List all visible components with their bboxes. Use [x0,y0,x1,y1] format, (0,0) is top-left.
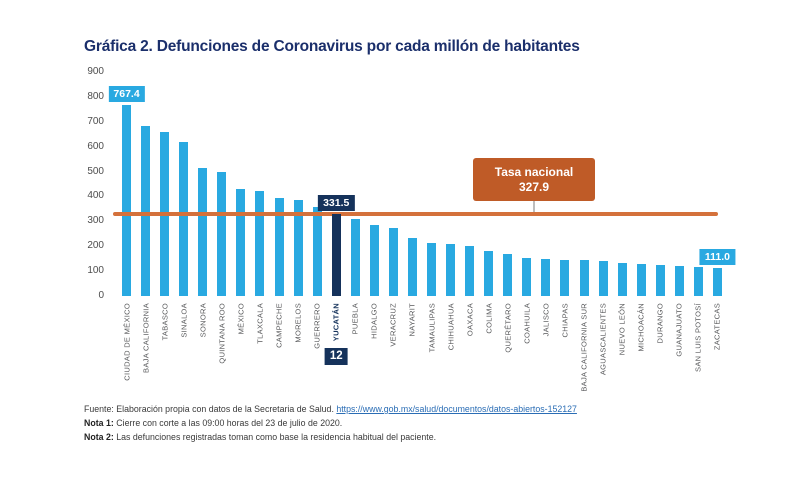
x-label-cell-guanajuato [670,303,689,411]
x-axis-label-chihuahua: CHIHUAHUA [446,303,456,351]
x-axis-label-san-luis-potosí: SAN LUIS POTOSÍ [693,303,703,372]
x-axis-label-colima: COLIMA [484,303,494,334]
national-rate-callout [473,158,595,201]
x-axis-label-zacatecas: ZACATECAS [712,303,722,351]
y-axis-tick: 300 [87,215,104,227]
x-label-cell-ciudad-de-méxico [117,303,136,411]
x-label-cell-jalisco [536,303,555,411]
x-label-cell-baja-california-sur [575,303,594,411]
bar-hidalgo [370,225,379,296]
x-axis-label-aguascalientes: AGUASCALIENTES [598,303,608,376]
bar-column-tabasco [155,72,174,296]
bar-column-aguascalientes [594,72,613,296]
x-label-cell-hidalgo [365,303,384,411]
x-label-cell-méxico [231,303,250,411]
x-label-cell-baja-california [136,303,155,411]
bar-jalisco [541,259,550,296]
source-line [84,402,744,416]
x-axis-label-quintana-roo: QUINTANA ROO [217,303,227,364]
chart-title: Gráfica 2. Defunciones de Coronavirus por cada millón de habitantes [84,38,580,55]
x-axis-label-nuevo-león: NUEVO LEÓN [617,303,627,356]
bar-column-durango [651,72,670,296]
x-label-cell-chihuahua [441,303,460,411]
plot-columns [113,72,731,296]
bar-quintana-roo [217,172,226,296]
bar-ciudad-de-méxico [122,105,131,296]
x-axis-label-nayarit: NAYARIT [407,303,417,337]
bar-nuevo-león [618,263,627,296]
bar-querétaro [503,254,512,296]
bar-yucatán [332,214,341,297]
x-label-cell-nuevo-león [613,303,632,411]
x-axis-labels [117,303,727,411]
x-axis-label-chiapas: CHIAPAS [560,303,570,338]
bar-aguascalientes [599,261,608,296]
x-axis-label-méxico: MÉXICO [236,303,246,335]
bar-column-chihuahua [441,72,460,296]
x-axis-label-baja-california-sur: BAJA CALIFORNIA SUR [579,303,589,392]
bar-column-yucatán [323,72,350,296]
note-1 [84,416,744,430]
x-label-cell-durango [651,303,670,411]
national-rate-value: 327.9 [518,179,550,194]
x-axis-label-durango: DURANGO [655,303,665,344]
x-label-cell-sonora [193,303,212,411]
y-axis [0,0,104,320]
bar-sonora [198,168,207,296]
bar-column-nayarit [403,72,422,296]
x-axis-label-ciudad-de-méxico: CIUDAD DE MÉXICO [122,303,132,381]
x-label-cell-michoacán [632,303,651,411]
y-axis-tick: 500 [87,165,104,177]
x-label-cell-puebla [346,303,365,411]
bar-coahuila [522,258,531,296]
bar-column-guanajuato [670,72,689,296]
value-badge-ciudad-de-méxico: 767.4 [108,86,144,102]
source-link[interactable]: https://www.gob.mx/salud/documentos/datos-abiertos-152127 [336,404,577,414]
bar-baja-california [141,126,150,297]
y-axis-tick: 400 [87,190,104,202]
bar-column-sinaloa [174,72,193,296]
x-label-cell-colima [479,303,498,411]
x-axis-label-querétaro: QUERÉTARO [503,303,513,353]
note-2-label: Nota 2: [84,432,114,442]
x-axis-label-hidalgo: HIDALGO [369,303,379,339]
x-axis-label-sinaloa: SINALOA [179,303,189,338]
bar-column-méxico [231,72,250,296]
bar-tamaulipas [427,243,436,296]
value-badge-yucatán: 331.5 [318,195,354,211]
bar-column-ciudad-de-méxico [113,72,140,296]
value-badge-zacatecas: 111.0 [700,249,735,265]
x-label-cell-morelos [289,303,308,411]
bar-sinaloa [179,142,188,296]
y-axis-tick: 100 [87,265,104,277]
bar-puebla [351,219,360,296]
x-label-cell-campeche [270,303,289,411]
x-label-cell-zacatecas [708,303,727,411]
x-axis-label-coahuila: COAHUILA [522,303,532,344]
note-1-label: Nota 1: [84,418,114,428]
x-axis-label-tabasco: TABASCO [160,303,170,341]
y-axis-tick: 0 [98,290,104,301]
national-rate-label: Tasa nacional [494,164,574,179]
x-label-cell-oaxaca [460,303,479,411]
x-label-cell-tabasco [155,303,174,411]
note-2-text: Las defunciones registradas toman como base la residencia habitual del paciente. [113,432,437,442]
x-label-cell-veracruz [384,303,403,411]
x-axis-label-veracruz: VERACRUZ [388,303,398,347]
y-axis-tick: 800 [87,90,104,102]
footer [84,402,744,444]
rank-badge: 12 [325,348,348,365]
note-1-text: Cierre con corte a las 09:00 horas del 23 de julio de 2020. [113,418,343,428]
bar-zacatecas [713,268,722,296]
x-label-cell-san-luis-potosí [689,303,708,411]
bar-guerrero [313,207,322,296]
x-axis-label-puebla: PUEBLA [350,303,360,335]
y-axis-tick: 900 [87,66,104,77]
x-axis-label-sonora: SONORA [198,303,208,338]
bar-column-campeche [270,72,289,296]
note-2 [84,430,744,444]
x-axis-label-tamaulipas: TAMAULIPAS [427,303,437,353]
bar-column-baja-california [136,72,155,296]
x-label-cell-aguascalientes [594,303,613,411]
bar-column-quintana-roo [212,72,231,296]
x-axis-label-jalisco: JALISCO [541,303,551,337]
bar-nayarit [408,238,417,297]
bar-column-sonora [193,72,212,296]
bar-tlaxcala [255,191,264,297]
x-label-cell-nayarit [403,303,422,411]
x-axis-label-morelos: MORELOS [293,303,303,343]
bar-michoacán [637,264,646,296]
x-axis-label-oaxaca: OAXACA [465,303,475,337]
bar-column-zacatecas [704,72,731,296]
bar-veracruz [389,228,398,296]
x-label-cell-coahuila [517,303,536,411]
bar-chihuahua [446,244,455,297]
bar-column-michoacán [632,72,651,296]
x-axis-label-tlaxcala: TLAXCALA [255,303,265,344]
bar-column-tlaxcala [250,72,269,296]
bar-guanajuato [675,266,684,296]
bar-colima [484,251,493,296]
bar-san-luis-potosí [694,267,703,296]
bar-durango [656,265,665,296]
bar-oaxaca [465,246,474,297]
bar-column-veracruz [384,72,403,296]
y-axis-tick: 200 [87,240,104,252]
y-axis-tick: 600 [87,140,104,152]
x-label-cell-querétaro [498,303,517,411]
x-label-cell-tamaulipas [422,303,441,411]
source-text: Fuente: Elaboración propia con datos de la Secretaria de Salud. [84,404,337,414]
x-axis-label-baja-california: BAJA CALIFORNIA [141,303,151,373]
bar-column-puebla [346,72,365,296]
x-axis-label-campeche: CAMPECHE [274,303,284,348]
bar-chiapas [560,260,569,296]
x-axis-label-michoacán: MICHOACÁN [636,303,646,352]
x-axis-label-guerrero: GUERRERO [312,303,322,349]
bar-méxico [236,189,245,296]
bar-column-morelos [289,72,308,296]
x-label-cell-chiapas [555,303,574,411]
x-label-cell-tlaxcala [250,303,269,411]
bar-column-nuevo-león [613,72,632,296]
x-axis-label-guanajuato: GUANAJUATO [674,303,684,357]
bar-column-guerrero [308,72,327,296]
x-axis-label-yucatán: YUCATÁN [331,303,341,342]
y-axis-tick: 700 [87,115,104,127]
bar-baja-california-sur [580,260,589,296]
x-label-cell-yucatán [327,303,346,411]
national-rate-line [113,212,718,216]
bar-column-tamaulipas [422,72,441,296]
x-label-cell-quintana-roo [212,303,231,411]
bar-column-hidalgo [365,72,384,296]
x-label-cell-sinaloa [174,303,193,411]
